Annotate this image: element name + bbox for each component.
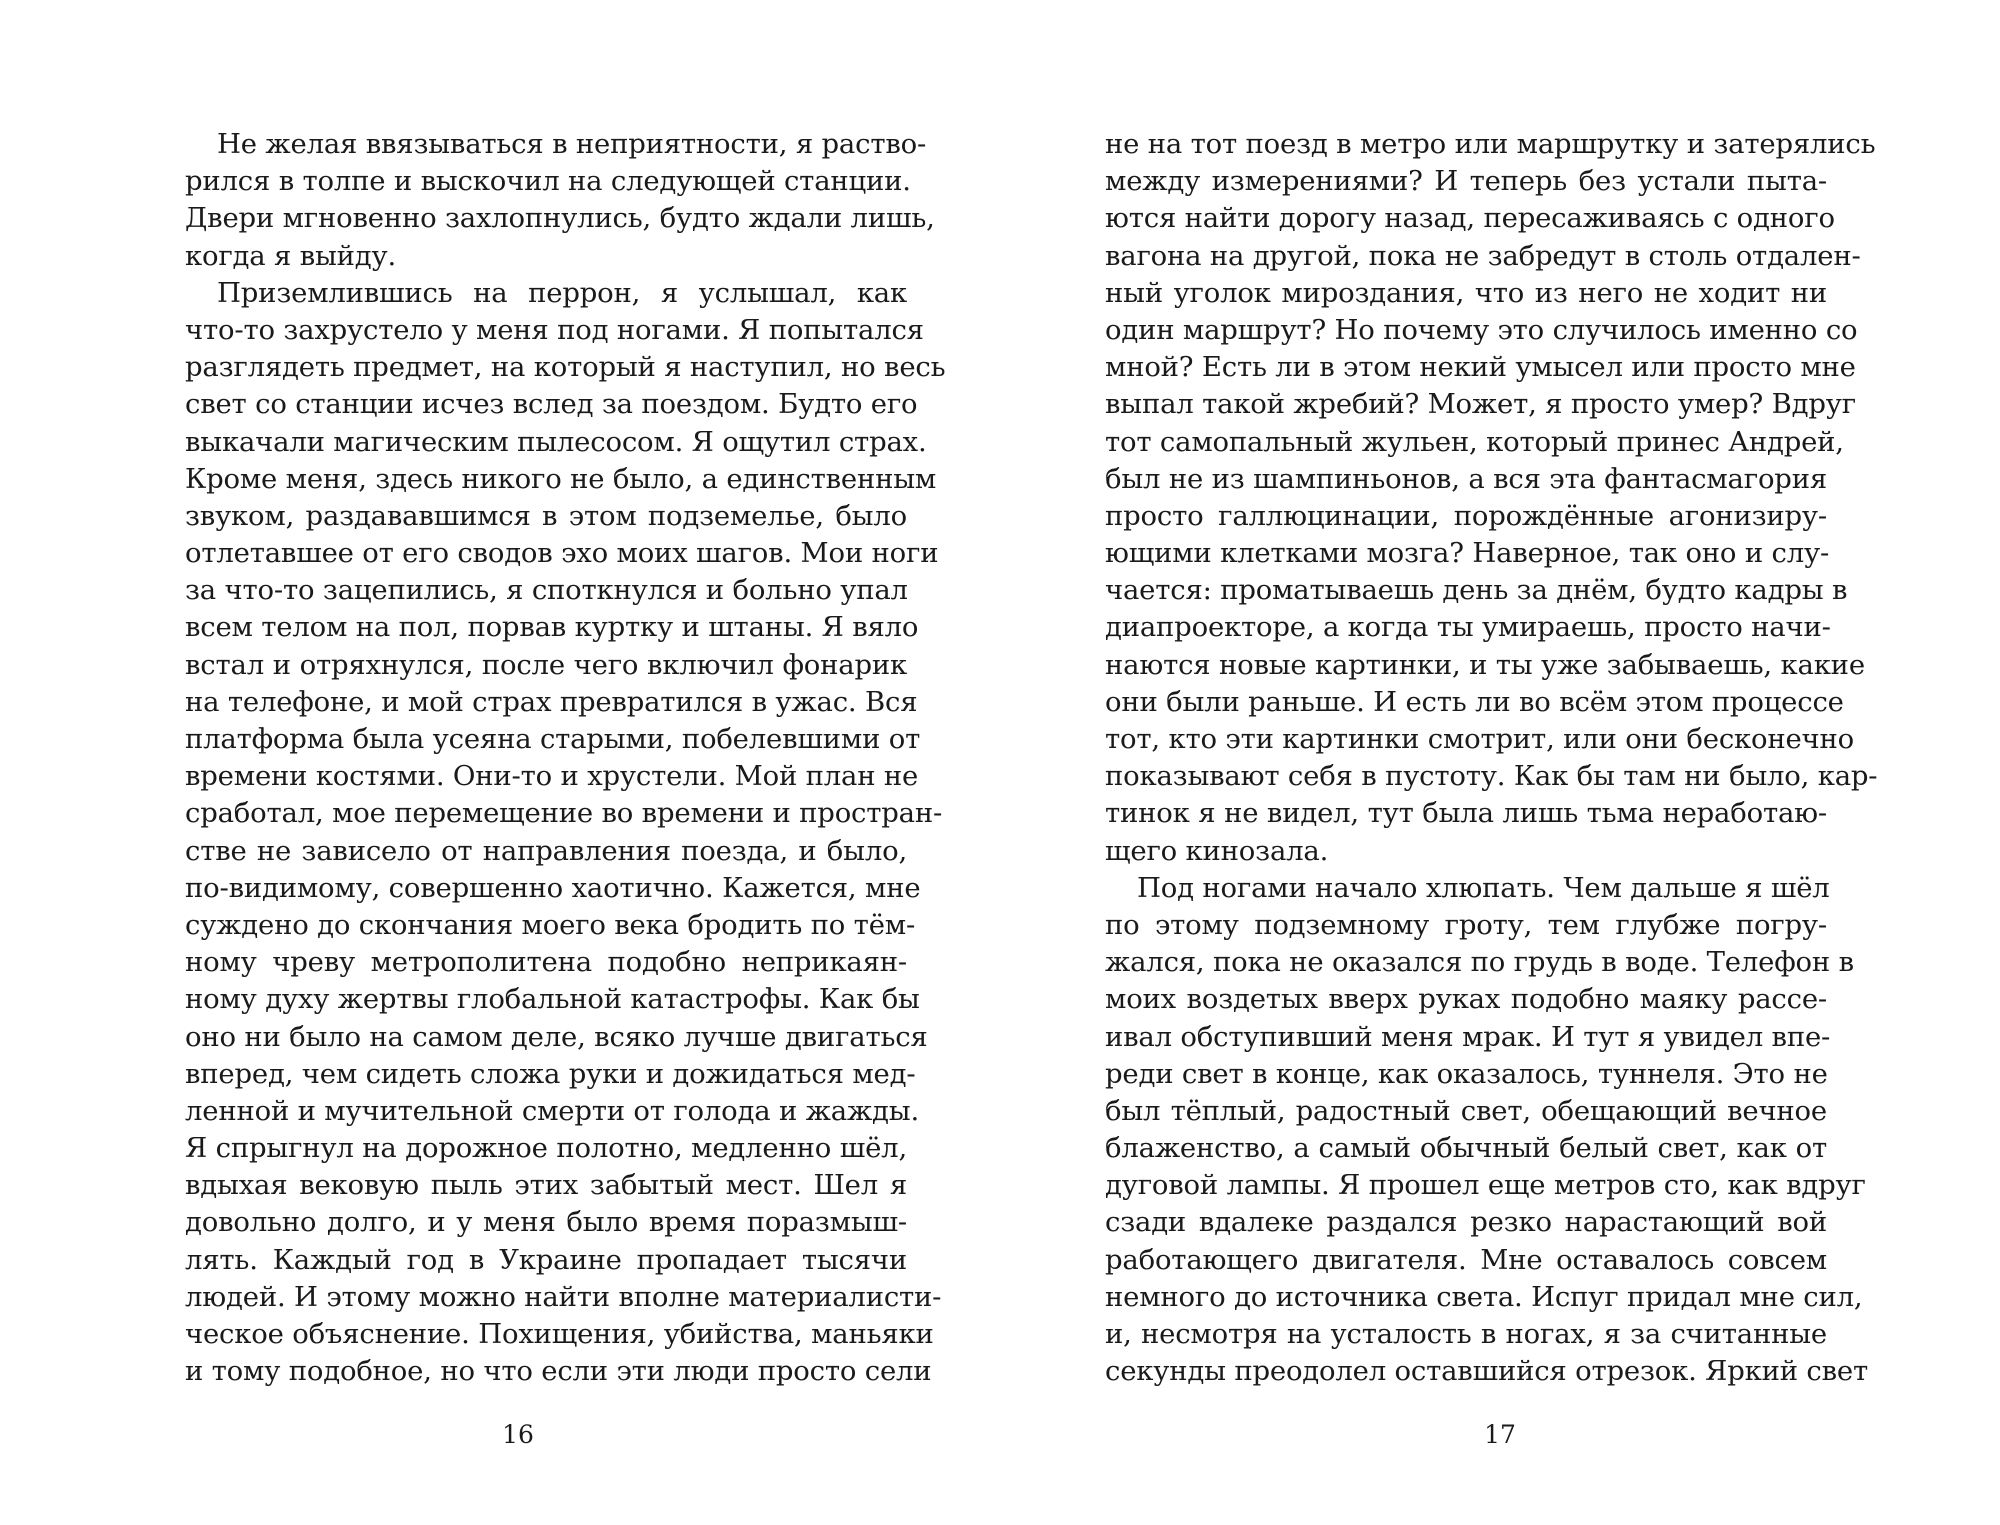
text-line: встал и отряхнулся, после чего включил фонарик (185, 648, 907, 681)
text-line: работающего двигателя. Мне оставалось совсем (1105, 1243, 1827, 1276)
text-line: вдыхая вековую пыль этих забытый мест. Шел я (185, 1169, 907, 1202)
text-line: моих воздетых вверх руках подобно маяку рассе- (1105, 983, 1827, 1016)
right-page (1000, 0, 2000, 1525)
text-line: стве не зависело от направления поезда, и было, (185, 834, 907, 867)
text-line: блаженство, а самый обычный белый свет, как от (1105, 1132, 1827, 1165)
text-line: мной? Есть ли в этом некий умысел или просто мне (1105, 351, 1856, 384)
text-line: жался, пока не оказался по грудь в воде. Телефон в (1105, 946, 1854, 979)
text-line: людей. И этому можно найти вполне материалисти- (185, 1280, 942, 1313)
text-line: выпал такой жребий? Может, я просто умер? Вдруг (1105, 388, 1856, 421)
text-line: платформа была усеяна старыми, побелевшими от (185, 723, 921, 755)
text-line: Под ногами начало хлюпать. Чем дальше я шёл (1137, 871, 1830, 904)
text-line: был тёплый, радостный свет, обещающий вечное (1105, 1094, 1827, 1127)
text-line: по этому подземному гроту, тем глубже погру- (1105, 908, 1827, 941)
text-line: что-то захрустело у меня под ногами. Я попытался (185, 313, 924, 346)
text-line: Не желая ввязываться в неприятности, я раство- (217, 128, 927, 160)
text-line: ивал обступивший меня мрак. И тут я увидел впе- (1105, 1020, 1831, 1053)
text-line: и тому подобное, но что если эти люди просто сели (185, 1355, 932, 1388)
text-line: времени костями. Они-то и хрустели. Мой план не (185, 760, 919, 793)
text-line: просто галлюцинации, порождённые агонизиру- (1105, 499, 1827, 532)
text-line: разглядеть предмет, на который я наступил, но весь (185, 351, 946, 384)
text-line: сзади вдалеке раздался резко нарастающий вой (1105, 1206, 1827, 1239)
text-line: всем телом на пол, порвав куртку и штаны. Я вяло (185, 611, 919, 644)
text-line: Я спрыгнул на дорожное полотно, медленно шёл, (185, 1132, 907, 1165)
text-line: суждено до скончания моего века бродить по тём- (185, 908, 916, 941)
text-line: тот самопальный жульен, который принес Андрей, (1105, 425, 1844, 458)
page-number: 17 (1484, 1420, 1516, 1449)
text-line: довольно долго, и у меня было время поразмыш- (185, 1206, 907, 1239)
text-line: когда я выйду. (185, 239, 397, 272)
text-line: ному чреву метрополитена подобно неприкаян- (185, 946, 907, 979)
left-page-text (185, 126, 946, 1390)
text-line: сработал, мое перемещение во времени и простран- (185, 797, 943, 830)
right-page-text (1105, 126, 1878, 1390)
text-line: щего кинозала. (1105, 834, 1329, 867)
text-line: был не из шампиньонов, а вся эта фантасмагория (1105, 462, 1827, 495)
text-line: дуговой лампы. Я прошел еще метров сто, как вдруг (1105, 1169, 1866, 1202)
text-line: ются найти дорогу назад, пересаживаясь с одного (1105, 202, 1835, 235)
text-line: лять. Каждый год в Украине пропадает тысячи (185, 1243, 907, 1276)
text-line: свет со станции исчез вслед за поездом. Будто его (185, 388, 918, 421)
text-line: немного до источника света. Испуг придал мне сил, (1105, 1280, 1863, 1313)
text-line: оно ни было на самом деле, всяко лучше двигаться (185, 1020, 928, 1053)
text-line: Приземлившись на перрон, я услышал, как (217, 276, 907, 309)
text-line: тот, кто эти картинки смотрит, или они бесконечно (1105, 723, 1855, 755)
text-line: Кроме меня, здесь никого не было, а единственным (185, 462, 937, 495)
text-line: чается: проматываешь день за днём, будто кадры в (1105, 574, 1848, 607)
text-line: ческое объяснение. Похищения, убийства, маньяки (185, 1318, 934, 1350)
page-number: 16 (502, 1420, 534, 1449)
text-line: по-видимому, совершенно хаотично. Кажется, мне (185, 871, 921, 904)
text-line: показывают себя в пустоту. Как бы там ни было, кар- (1105, 760, 1878, 793)
text-line: не на тот поезд в метро или маршрутку и затерялись (1105, 128, 1876, 160)
text-line: ленной и мучительной смерти от голода и жажды. (185, 1094, 920, 1127)
text-line: между измерениями? И теперь без устали пыта- (1105, 165, 1827, 198)
text-line: они были раньше. И есть ли во всём этом процессе (1105, 685, 1844, 718)
text-line: диапроекторе, а когда ты умираешь, просто начи- (1105, 611, 1831, 644)
text-line: на телефоне, и мой страх превратился в ужас. Вся (185, 685, 918, 718)
text-line: ному духу жертвы глобальной катастрофы. Как бы (185, 983, 920, 1016)
text-line: вагона на другой, пока не забредут в столь отдален- (1105, 239, 1861, 272)
text-line: и, несмотря на усталость в ногах, я за считанные (1105, 1318, 1827, 1350)
text-line: звуком, раздававшимся в этом подземелье, было (185, 499, 907, 532)
text-line: отлетавшее от его сводов эхо моих шагов. Мои ноги (185, 537, 939, 570)
text-line: вперед, чем сидеть сложа руки и дожидаться мед- (185, 1057, 916, 1090)
text-line: секунды преодолел оставшийся отрезок. Яркий свет (1105, 1355, 1868, 1388)
text-line: наются новые картинки, и ты уже забываешь, какие (1105, 648, 1865, 681)
text-line: рился в толпе и выскочил на следующей станции. (185, 165, 911, 198)
text-line: за что-то зацепились, я споткнулся и больно упал (185, 574, 908, 607)
text-line: реди свет в конце, как оказалось, туннеля. Это не (1105, 1057, 1828, 1090)
text-line: выкачали магическим пылесосом. Я ощутил страх. (185, 425, 927, 458)
text-line: Двери мгновенно захлопнулись, будто ждали лишь, (185, 202, 935, 235)
text-line: тинок я не видел, тут была лишь тьма неработаю- (1105, 797, 1827, 830)
text-line: ный уголок мироздания, что из него не ходит ни (1105, 276, 1827, 309)
text-line: ющими клетками мозга? Наверное, так оно и слу- (1105, 537, 1830, 570)
text-line: один маршрут? Но почему это случилось именно со (1105, 313, 1858, 346)
